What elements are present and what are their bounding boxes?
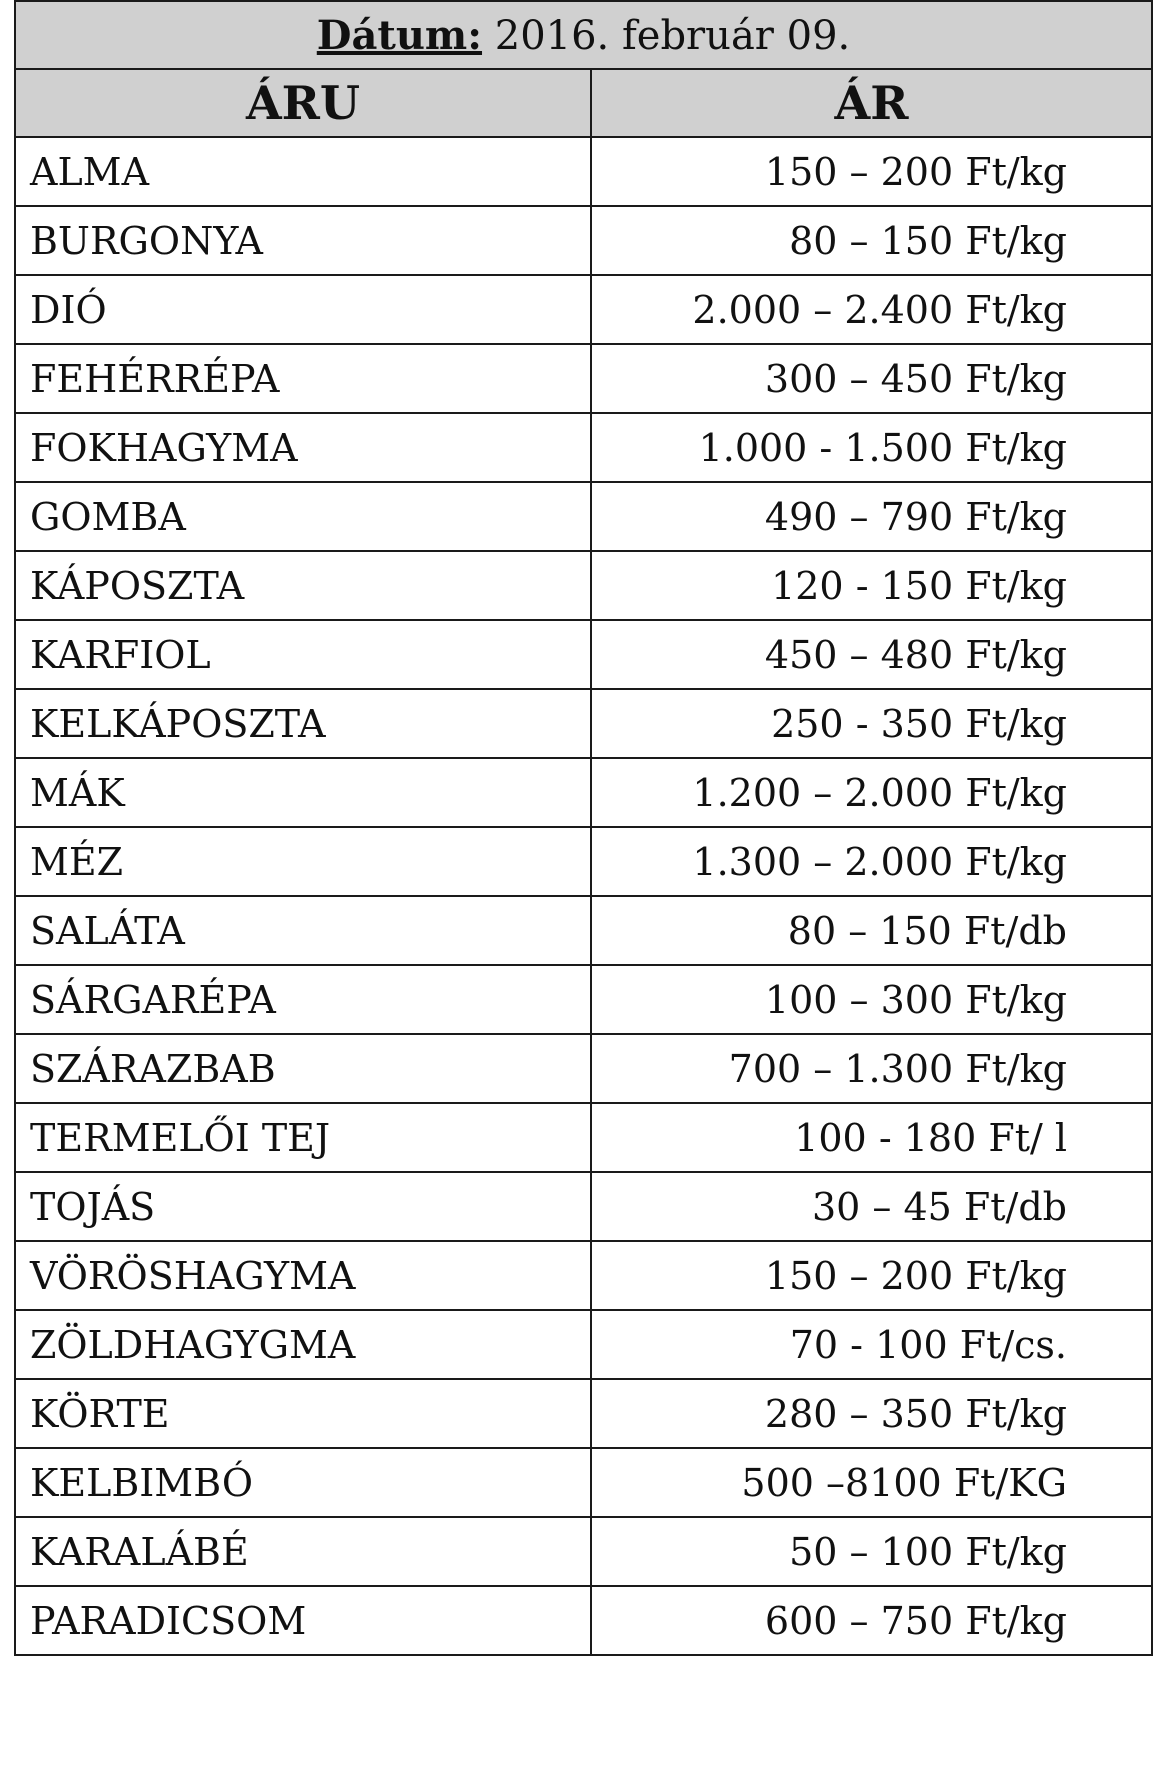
table-row <box>15 413 1152 482</box>
header-row <box>15 69 1152 137</box>
item-name: PARADICSOM <box>15 1586 591 1655</box>
item-price: 70 - 100 Ft/cs. <box>591 1310 1152 1379</box>
item-name: BURGONYA <box>15 206 591 275</box>
table-row <box>15 1034 1152 1103</box>
item-name: GOMBA <box>15 482 591 551</box>
table-row <box>15 620 1152 689</box>
date-row <box>15 1 1152 69</box>
item-name: KELBIMBÓ <box>15 1448 591 1517</box>
item-price: 120 - 150 Ft/kg <box>591 551 1152 620</box>
table-row <box>15 1103 1152 1172</box>
table-row <box>15 1241 1152 1310</box>
item-price: 300 – 450 Ft/kg <box>591 344 1152 413</box>
item-price: 280 – 350 Ft/kg <box>591 1379 1152 1448</box>
price-table <box>14 0 1153 1656</box>
item-name: FOKHAGYMA <box>15 413 591 482</box>
item-price: 1.000 - 1.500 Ft/kg <box>591 413 1152 482</box>
item-name: FEHÉRRÉPA <box>15 344 591 413</box>
item-name: SALÁTA <box>15 896 591 965</box>
item-price: 1.300 – 2.000 Ft/kg <box>591 827 1152 896</box>
table-row <box>15 275 1152 344</box>
table-row <box>15 137 1152 206</box>
item-price: 450 – 480 Ft/kg <box>591 620 1152 689</box>
item-name: KARFIOL <box>15 620 591 689</box>
table-row <box>15 1310 1152 1379</box>
column-header-item: ÁRU <box>15 69 591 137</box>
item-price: 100 – 300 Ft/kg <box>591 965 1152 1034</box>
item-name: TOJÁS <box>15 1172 591 1241</box>
item-name: MÁK <box>15 758 591 827</box>
item-name: KÁPOSZTA <box>15 551 591 620</box>
item-name: DIÓ <box>15 275 591 344</box>
item-name: VÖRÖSHAGYMA <box>15 1241 591 1310</box>
table-row <box>15 1379 1152 1448</box>
item-price: 700 – 1.300 Ft/kg <box>591 1034 1152 1103</box>
item-name: KÖRTE <box>15 1379 591 1448</box>
table-row <box>15 1586 1152 1655</box>
item-price: 1.200 – 2.000 Ft/kg <box>591 758 1152 827</box>
date-cell <box>15 1 1152 69</box>
item-price: 30 – 45 Ft/db <box>591 1172 1152 1241</box>
table-row <box>15 965 1152 1034</box>
item-name: SÁRGARÉPA <box>15 965 591 1034</box>
item-name: TERMELŐI TEJ <box>15 1103 591 1172</box>
item-price: 500 –8100 Ft/KG <box>591 1448 1152 1517</box>
table-row <box>15 344 1152 413</box>
table-row <box>15 689 1152 758</box>
item-price: 150 – 200 Ft/kg <box>591 137 1152 206</box>
table-row <box>15 827 1152 896</box>
item-price: 80 – 150 Ft/db <box>591 896 1152 965</box>
item-price: 250 - 350 Ft/kg <box>591 689 1152 758</box>
item-price: 150 – 200 Ft/kg <box>591 1241 1152 1310</box>
column-header-price: ÁR <box>591 69 1152 137</box>
table-row <box>15 758 1152 827</box>
item-price: 80 – 150 Ft/kg <box>591 206 1152 275</box>
table-row <box>15 551 1152 620</box>
item-name: SZÁRAZBAB <box>15 1034 591 1103</box>
table-row <box>15 206 1152 275</box>
table-row <box>15 1172 1152 1241</box>
table-row <box>15 482 1152 551</box>
table-row <box>15 896 1152 965</box>
item-price: 2.000 – 2.400 Ft/kg <box>591 275 1152 344</box>
item-price: 100 - 180 Ft/ l <box>591 1103 1152 1172</box>
item-price: 50 – 100 Ft/kg <box>591 1517 1152 1586</box>
item-price: 600 – 750 Ft/kg <box>591 1586 1152 1655</box>
date-value: 2016. február 09. <box>494 12 851 59</box>
item-name: KARALÁBÉ <box>15 1517 591 1586</box>
table-row <box>15 1517 1152 1586</box>
item-price: 490 – 790 Ft/kg <box>591 482 1152 551</box>
date-label: Dátum: <box>316 11 483 59</box>
item-name: KELKÁPOSZTA <box>15 689 591 758</box>
item-name: MÉZ <box>15 827 591 896</box>
table-row <box>15 1448 1152 1517</box>
item-name: ZÖLDHAGYGMA <box>15 1310 591 1379</box>
item-name: ALMA <box>15 137 591 206</box>
